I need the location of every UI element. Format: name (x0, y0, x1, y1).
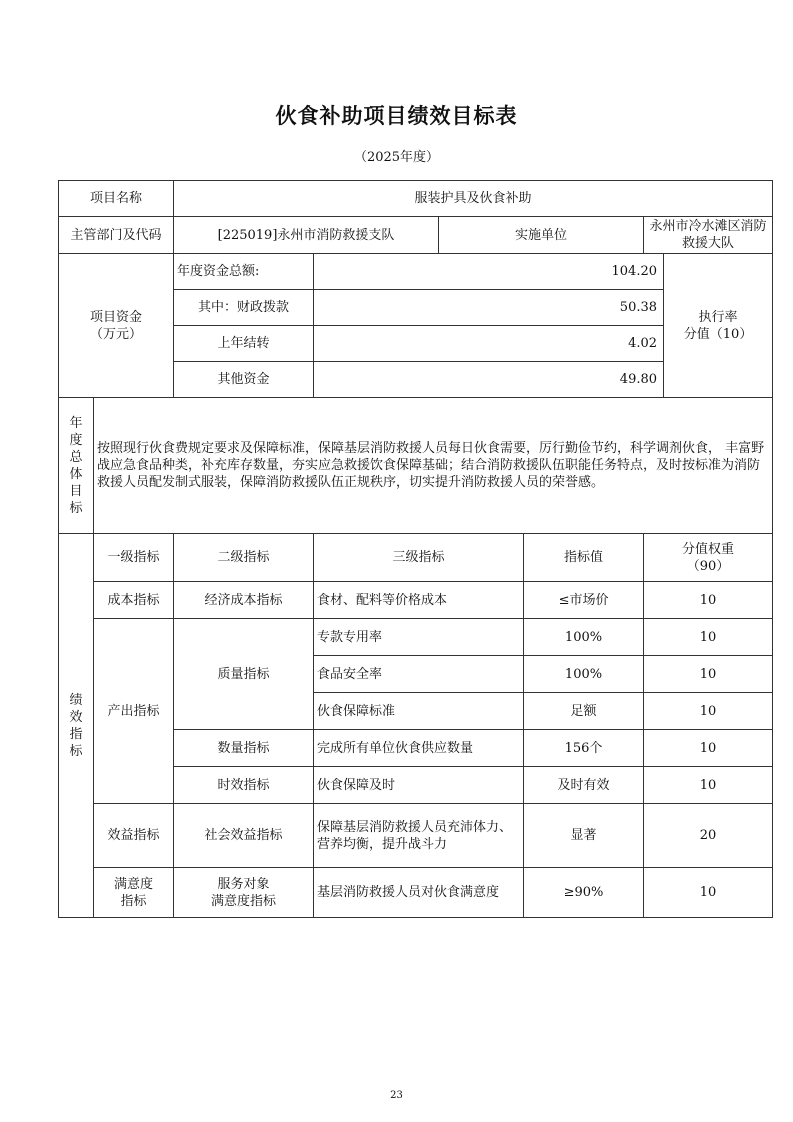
header-weight-line2: （90） (686, 558, 730, 574)
annual-goal-text: 按照现行伙食费规定要求及保障标准，保障基层消防救援人员每日伙食需要，厉行勤俭节约，科学调剂伙食， 丰富野战应急食品种类，补充库存数量，夯实应急救援饮食保障基础；结合消防救援队伍职能任务特点，及时按标准为消防救援人员配发制式服装，保障消防救援队伍正规秩序，切实提升消防救援人员的荣誉感。 (94, 398, 773, 534)
satisfaction-level1-line2: 指标 (120, 893, 147, 909)
funds-row-label: 其中：财政拨款 (174, 290, 314, 326)
benefit-level3: 保障基层消防救援人员充沛体力、营养均衡，提升战斗力 (314, 804, 524, 868)
project-name-value: 服装护具及伙食补助 (174, 181, 773, 217)
cost-level3: 食材、配料等价格成本 (314, 582, 524, 619)
department-row (59, 217, 773, 254)
quantity-value: 156个 (524, 730, 644, 767)
header-level3: 三级指标 (314, 534, 524, 582)
indicators-label-char: 效 (69, 709, 83, 725)
table-row (59, 582, 773, 619)
execution-rate-line1: 执行率 (698, 309, 738, 325)
indicator-header-row (59, 534, 773, 582)
header-level1: 一级指标 (94, 534, 174, 582)
quantity-level2: 数量指标 (174, 730, 314, 767)
goal-label-char: 体 (69, 466, 83, 482)
table-row (59, 619, 773, 656)
indicators-label (59, 534, 94, 918)
satisfaction-level3: 基层消防救援人员对伙食满意度 (314, 868, 524, 918)
benefit-level1: 效益指标 (94, 804, 174, 868)
funds-row-label: 上年结转 (174, 326, 314, 362)
funds-label (59, 254, 174, 398)
funds-row-value: 50.38 (314, 290, 664, 326)
quality-level2: 质量指标 (174, 619, 314, 730)
timeliness-level2: 时效指标 (174, 767, 314, 804)
implementing-unit-value: 永州市冷水滩区消防救援大队 (644, 217, 773, 254)
benefit-value: 显著 (524, 804, 644, 868)
quality-weight: 10 (644, 619, 773, 656)
quality-weight: 10 (644, 693, 773, 730)
cost-value: ≤市场价 (524, 582, 644, 619)
cost-weight: 10 (644, 582, 773, 619)
timeliness-value: 及时有效 (524, 767, 644, 804)
page-title: 伙食补助项目绩效目标表 (275, 104, 518, 128)
benefit-weight: 20 (644, 804, 773, 868)
goal-label-char: 度 (69, 432, 83, 448)
quantity-weight: 10 (644, 730, 773, 767)
indicators-label-char: 标 (69, 743, 83, 759)
quantity-level3: 完成所有单位伙食供应数量 (314, 730, 524, 767)
table-row (59, 804, 773, 868)
funds-label-line1: 项目资金 (90, 309, 143, 325)
goal-label-char: 总 (69, 449, 83, 465)
cost-level1: 成本指标 (94, 582, 174, 619)
table-row (59, 868, 773, 918)
satisfaction-level2-line2: 满意度指标 (211, 893, 277, 909)
funds-row-label: 年度资金总额: (174, 254, 314, 290)
annual-goal-row (59, 398, 773, 534)
quality-level3: 食品安全率 (314, 656, 524, 693)
indicators-label-char: 指 (69, 726, 83, 742)
funds-label-line2: （万元） (90, 326, 143, 342)
department-label: 主管部门及代码 (59, 217, 174, 254)
satisfaction-level2 (174, 868, 314, 918)
quality-value: 100% (524, 656, 644, 693)
satisfaction-level2-line1: 服务对象 (217, 876, 270, 892)
header-level2: 二级指标 (174, 534, 314, 582)
funds-row-value: 4.02 (314, 326, 664, 362)
fiscal-year: （2025年度） (353, 150, 440, 165)
benefit-level2: 社会效益指标 (174, 804, 314, 868)
satisfaction-value: ≥90% (524, 868, 644, 918)
cost-level2: 经济成本指标 (174, 582, 314, 619)
indicators-label-char: 绩 (69, 692, 83, 708)
satisfaction-level1 (94, 868, 174, 918)
goal-label-char: 年 (69, 415, 83, 431)
output-level1: 产出指标 (94, 619, 174, 804)
satisfaction-weight: 10 (644, 868, 773, 918)
execution-rate-line2: 分值（10） (683, 326, 753, 342)
goal-label-char: 标 (69, 500, 83, 516)
project-name-row (59, 181, 773, 217)
quality-value: 足额 (524, 693, 644, 730)
annual-goal-label (59, 398, 94, 534)
timeliness-level3: 伙食保障及时 (314, 767, 524, 804)
header-weight-line1: 分值权重 (682, 541, 735, 557)
quality-level3: 专款专用率 (314, 619, 524, 656)
funds-row (59, 254, 773, 290)
performance-target-table (58, 180, 773, 918)
department-value: [225019]永州市消防救援支队 (174, 217, 439, 254)
implementing-unit-label: 实施单位 (439, 217, 644, 254)
header-indicator-value: 指标值 (524, 534, 644, 582)
funds-row-label: 其他资金 (174, 362, 314, 398)
timeliness-weight: 10 (644, 767, 773, 804)
quality-level3: 伙食保障标准 (314, 693, 524, 730)
quality-weight: 10 (644, 656, 773, 693)
satisfaction-level1-line1: 满意度 (114, 876, 154, 892)
page-number: 23 (390, 1090, 403, 1101)
quality-value: 100% (524, 619, 644, 656)
funds-row-value: 104.20 (314, 254, 664, 290)
execution-rate-label (664, 254, 773, 398)
header-weight (644, 534, 773, 582)
funds-row-value: 49.80 (314, 362, 664, 398)
project-name-label: 项目名称 (59, 181, 174, 217)
goal-label-char: 目 (69, 483, 83, 499)
